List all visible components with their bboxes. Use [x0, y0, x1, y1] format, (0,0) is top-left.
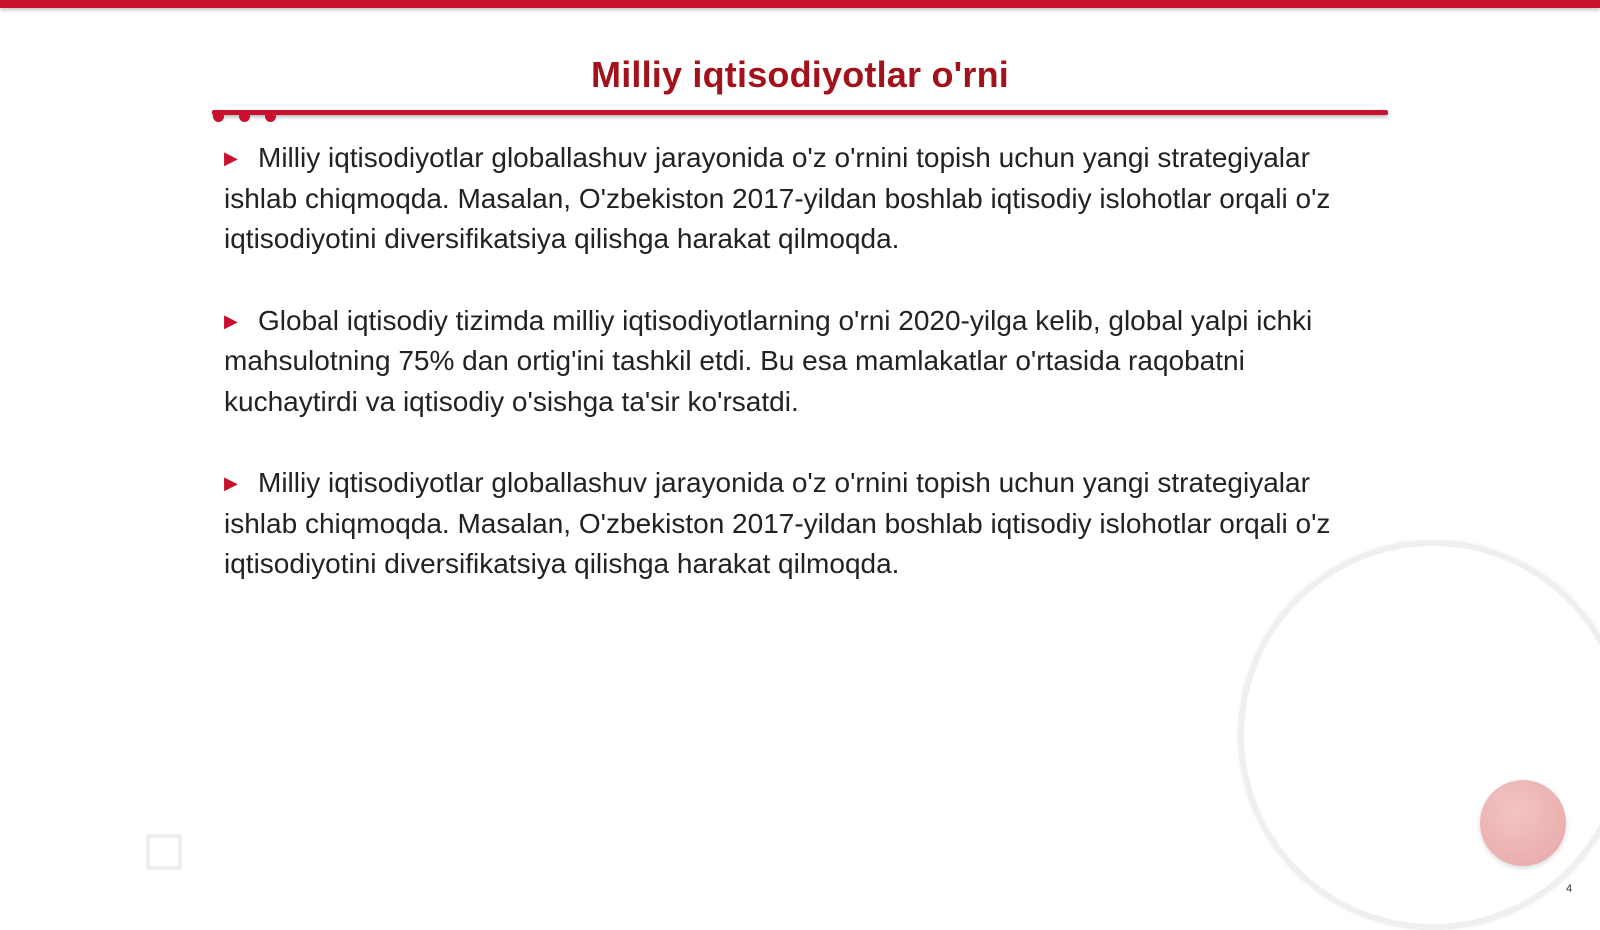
bullet-text: Milliy iqtisodiyotlar globallashuv jarayonida o'z o'rnini topish uchun yangi strategiyalar ishlab chiqmoqda. Masalan, O'zbekiston 2017-yildan boshlab iqtisodiy islohotlar orqali o'z iqtisodiyotini diversifikatsiya qilishga harakat qilmoqda. — [224, 467, 1331, 579]
page-number: 4 — [1566, 883, 1573, 895]
decorative-ring — [1238, 540, 1600, 930]
title-underline — [212, 110, 1388, 115]
decorative-square — [146, 834, 182, 870]
top-accent-bar — [0, 0, 1600, 8]
triangle-bullet-icon: ▶ — [224, 310, 238, 331]
bullet-text: Global iqtisodiy tizimda milliy iqtisodiyotlarning o'rni 2020-yilga kelib, global yalpi ichki mahsulotning 75% dan ortig'ini tashkil etdi. Bu esa mamlakatlar o'rtasida raqobatni kuchaytirdi va iqtisodiy o'sishga ta'sir ko'rsatdi. — [224, 304, 1313, 417]
decorative-pink-circle — [1480, 780, 1566, 866]
bullet-item-2 — [224, 301, 1364, 423]
triangle-bullet-icon: ▶ — [224, 148, 238, 168]
decorative-dot-2 — [239, 111, 250, 122]
decorative-dot-1 — [213, 111, 224, 122]
bullet-item-3 — [224, 463, 1364, 585]
decorative-dot-3 — [265, 111, 276, 122]
triangle-bullet-icon: ▶ — [224, 473, 238, 493]
slide-title: Milliy iqtisodiyotlar o'rni — [591, 54, 1009, 95]
bullet-item-1 — [224, 138, 1364, 260]
bullet-text: Milliy iqtisodiyotlar globallashuv jarayonida o'z o'rnini topish uchun yangi strategiyalar ishlab chiqmoqda. Masalan, O'zbekiston 2017-yildan boshlab iqtisodiy islohotlar orqali o'z iqtisodiyotini diversifikatsiya qilishga harakat qilmoqda. — [224, 142, 1331, 254]
bullet-list — [224, 138, 1364, 626]
